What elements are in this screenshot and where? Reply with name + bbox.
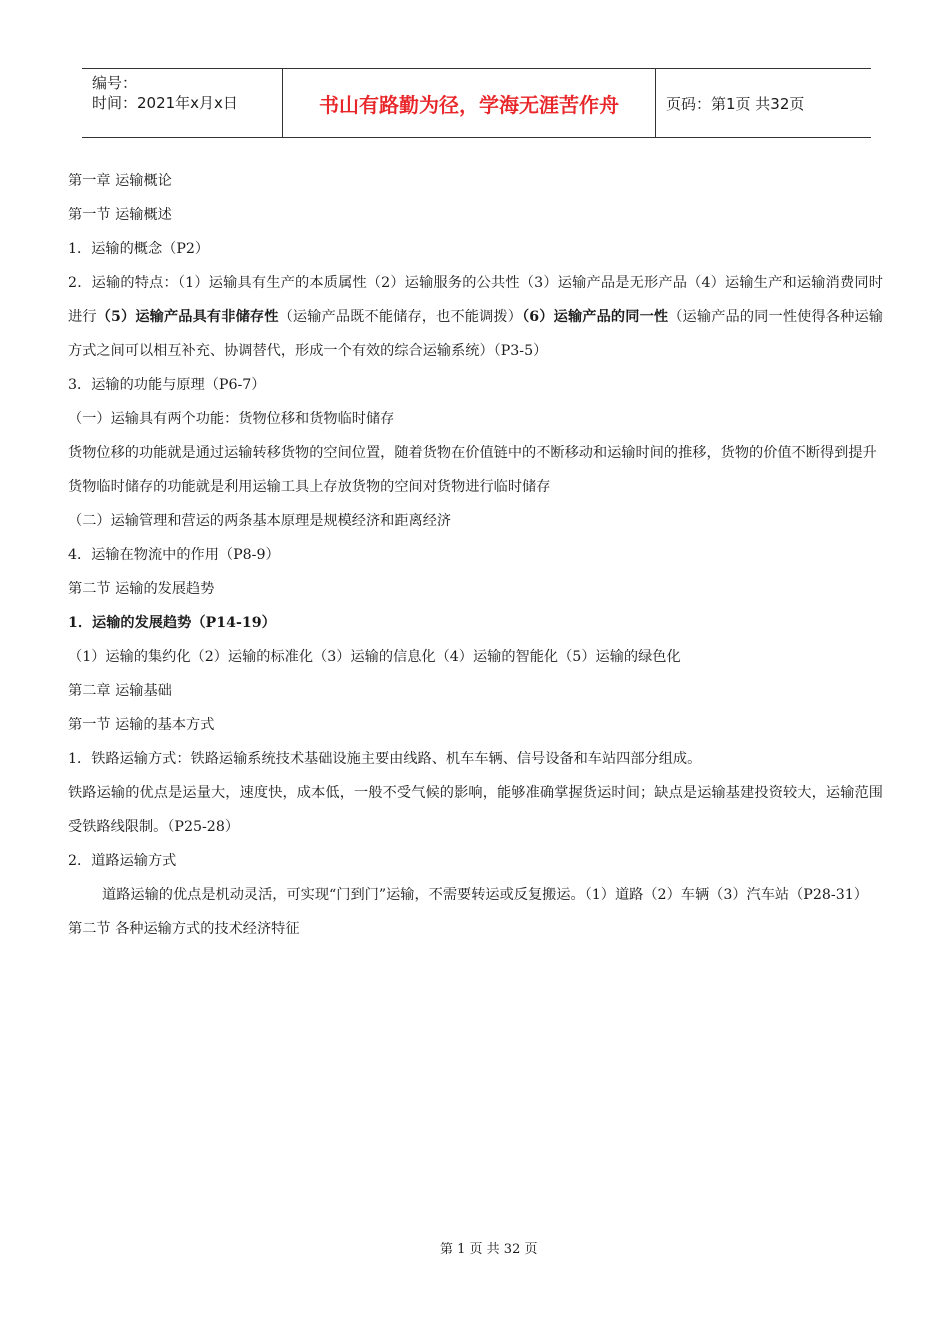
date-label: 时间：2021年x月x日 <box>92 94 238 112</box>
bold-span: （5）运输产品具有非储存性 <box>96 309 279 325</box>
text-span: 2．运输的特点：（1）运输具有生产的本质属性（2）运输服务的公共性（3）运输产品是无形产品（4）运输生产和运输消费同时进行 <box>68 275 883 325</box>
header-page-label: 页码：第1页 共32页 <box>666 94 805 113</box>
bold-span: 1．运输的发展趋势（P14-19） <box>68 615 276 631</box>
chapter-heading: 第一章 运输概论 <box>68 173 172 189</box>
section-heading: 第一节 运输概述 <box>68 207 172 223</box>
header-motto: 书山有路勤为径，学海无涯苦作舟 <box>282 69 656 137</box>
page-footer: 第 1 页 共 32 页 <box>440 1242 538 1257</box>
number-label: 编号： <box>92 74 138 92</box>
text-paragraph: 货物位移的功能就是通过运输转移货物的空间位置，随着货物在价值链中的不断移动和运输时间的推移，货物的价值不断得到提升 <box>68 445 877 461</box>
section-heading: 第一节 运输的基本方式 <box>68 717 215 733</box>
text-line: 4．运输在物流中的作用（P8-9） <box>68 547 280 563</box>
text-paragraph <box>68 266 883 368</box>
page-header <box>82 68 871 138</box>
text-line: 1．铁路运输方式：铁路运输系统技术基础设施主要由线路、机车车辆、信号设备和车站四部分组成。 <box>68 751 702 767</box>
document-body <box>68 168 883 950</box>
text-span: （运输产品的同一性使得各种运输方式之间可以相互补充、协调替代，形成一个有效的综合运输系统）（P3-5） <box>68 309 883 359</box>
text-line: （二）运输管理和营运的两条基本原理是规模经济和距离经济 <box>68 513 452 529</box>
text-paragraph: 道路运输的优点是机动灵活，可实现“门到门”运输，不需要转运或反复搬运。（1）道路（2）车辆（3）汽车站（P28-31） <box>102 887 868 903</box>
text-line: （1）运输的集约化（2）运输的标准化（3）运输的信息化（4）运输的智能化（5）运输的绿色化 <box>68 649 681 665</box>
section-heading: 第二节 各种运输方式的技术经济特征 <box>68 921 300 937</box>
text-line: 1．运输的概念（P2） <box>68 241 210 257</box>
text-line: 2．道路运输方式 <box>68 853 177 869</box>
bold-text-line <box>68 610 883 644</box>
header-meta <box>82 69 282 137</box>
bold-span: （6）运输产品的同一性 <box>522 309 669 325</box>
section-heading: 第二节 运输的发展趋势 <box>68 581 215 597</box>
text-line: 货物临时储存的功能就是利用运输工具上存放货物的空间对货物进行临时储存 <box>68 479 551 495</box>
text-line: （一）运输具有两个功能：货物位移和货物临时储存 <box>68 411 395 427</box>
text-line: 3．运输的功能与原理（P6-7） <box>68 377 266 393</box>
chapter-heading: 第二章 运输基础 <box>68 683 172 699</box>
text-span: （运输产品既不能储存，也不能调拨） <box>278 309 523 325</box>
text-paragraph: 铁路运输的优点是运量大，速度快，成本低，一般不受气候的影响，能够准确掌握货运时间；缺点是运输基建投资较大，运输范围受铁路线限制。（P25-28） <box>68 785 883 835</box>
